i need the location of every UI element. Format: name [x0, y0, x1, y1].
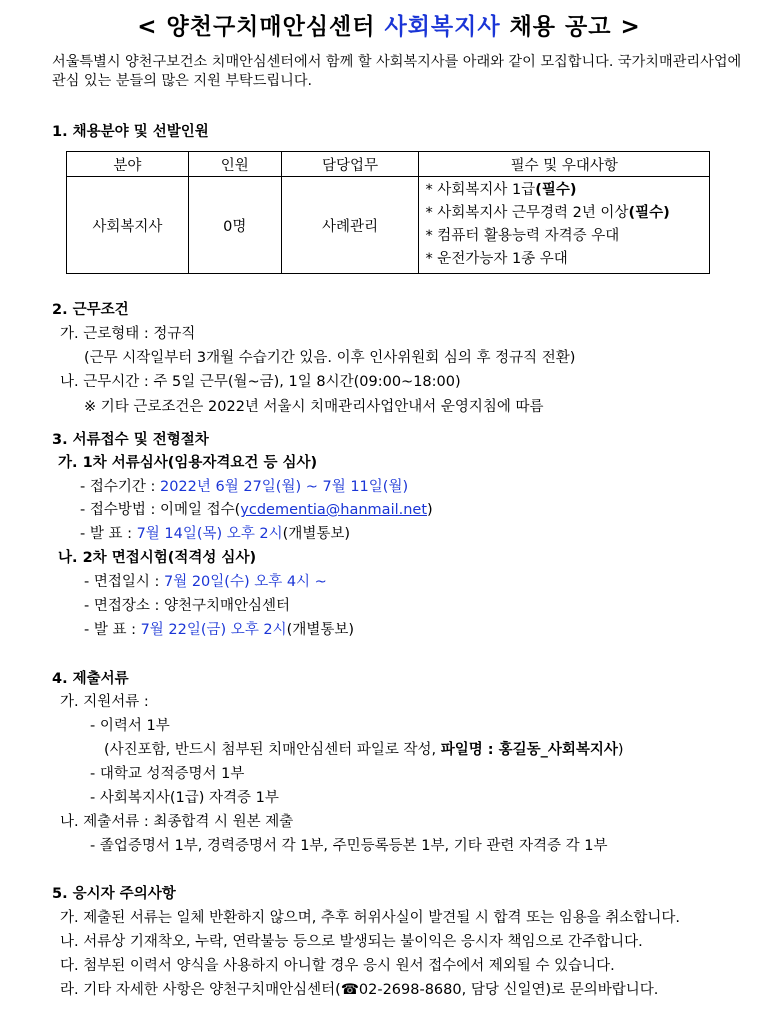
application-period: - 접수기간 : 2022년 6월 27일(월) ~ 7월 11일(월): [80, 479, 409, 495]
probation-note: (근무 시작일부터 3개월 수습기간 있음. 이후 인사위원회 심의 후 정규직 전환): [84, 350, 576, 366]
doc-license: - 사회복지사(1급) 자격증 1부: [90, 790, 279, 806]
notice-4: 라. 기타 자세한 사항은 양천구치매안심센터(☎02-2698-8680, 담당 신일연)로 문의바랍니다.: [60, 982, 659, 998]
section3-heading: 3. 서류접수 및 전형절차: [52, 432, 209, 448]
phone-icon: ☎: [340, 982, 359, 998]
cell-duty: 사례관리: [281, 177, 419, 274]
intro-paragraph: 서울특별시 양천구보건소 치매안심센터에서 함께 할 사회복지사를 아래와 같이 모집합니다. 국가치매관리사업에 관심 있는 분들의 많은 지원 부탁드립니다.: [52, 54, 742, 89]
application-docs-heading: 가. 지원서류 :: [60, 694, 149, 710]
cell-count: 0명: [188, 177, 281, 274]
page-title: [0, 8, 778, 41]
interview-date: - 면접일시 : 7월 20일(수) 오후 4시 ~: [84, 574, 327, 590]
col-header-requirements: 필수 및 우대사항: [419, 152, 710, 177]
recruit-table: [66, 151, 710, 274]
requirement-3: * 컴퓨터 활용능력 자격증 우대: [425, 228, 620, 244]
application-email-link[interactable]: ycdementia@hanmail.net: [240, 502, 428, 518]
col-header-duty: 담당업무: [281, 152, 419, 177]
doc-transcript: - 대학교 성적증명서 1부: [90, 766, 245, 782]
doc-resume: - 이력서 1부: [90, 718, 170, 734]
work-type: 가. 근로형태 : 정규직: [60, 326, 196, 342]
notice-2: 나. 서류상 기재착오, 누락, 연락불능 등으로 발생되는 불이익은 응시자 책임으로 간주합니다.: [60, 934, 643, 950]
cell-requirements: [419, 177, 710, 274]
title-highlight: 사회복지사: [384, 14, 501, 40]
final-docs-heading: 나. 제출서류 : 최종합격 시 원본 제출: [60, 814, 294, 830]
application-method: - 접수방법 : 이메일 접수(ycdementia@hanmail.net): [80, 502, 433, 518]
doc-resume-note: (사진포함, 반드시 첨부된 치매안심센터 파일로 작성, 파일명 : 홍길동_사회복지사): [104, 742, 624, 758]
requirement-1: * 사회복지사 1급(필수): [425, 182, 577, 198]
cell-field: 사회복지사: [67, 177, 189, 274]
section1-heading: 1. 채용분야 및 선발인원: [52, 124, 209, 140]
col-header-count: 인원: [188, 152, 281, 177]
requirement-2: * 사회복지사 근무경력 2년 이상(필수): [425, 205, 670, 221]
section5-heading: 5. 응시자 주의사항: [52, 886, 176, 902]
requirement-4: * 운전가능자 1종 우대: [425, 251, 568, 267]
section4-heading: 4. 제출서류: [52, 671, 129, 687]
title-suffix: 채용 공고 >: [500, 14, 641, 40]
final-docs-list: - 졸업증명서 1부, 경력증명서 각 1부, 주민등록등본 1부, 기타 관련 자격증 각 1부: [90, 838, 608, 854]
application-period-value: 2022년 6월 27일(월) ~ 7월 11일(월): [159, 479, 409, 495]
stage1-heading: 가. 1차 서류심사(임용자격요건 등 심사): [58, 455, 318, 471]
title-prefix: < 양천구치매안심센터: [137, 14, 385, 40]
work-guideline-note: ※ 기타 근로조건은 2022년 서울시 치매관리사업안내서 운영지침에 따름: [84, 399, 544, 415]
table-header-row: [67, 152, 710, 177]
col-header-field: 분야: [67, 152, 189, 177]
interview-place: - 면접장소 : 양천구치매안심센터: [84, 598, 291, 614]
table-row: [67, 177, 710, 274]
stage2-heading: 나. 2차 면접시험(적격성 심사): [58, 550, 257, 566]
stage1-announcement: - 발 표 : 7월 14일(목) 오후 2시(개별통보): [80, 526, 351, 542]
stage2-announcement: - 발 표 : 7월 22일(금) 오후 2시(개별통보): [84, 622, 355, 638]
notice-1: 가. 제출된 서류는 일체 반환하지 않으며, 추후 허위사실이 발견될 시 합격 또는 임용을 취소합니다.: [60, 910, 681, 926]
section2-heading: 2. 근무조건: [52, 302, 129, 318]
notice-3: 다. 첨부된 이력서 양식을 사용하지 아니할 경우 응시 원서 접수에서 제외될 수 있습니다.: [60, 958, 615, 974]
work-hours: 나. 근무시간 : 주 5일 근무(월~금), 1일 8시간(09:00~18:00): [60, 374, 461, 390]
